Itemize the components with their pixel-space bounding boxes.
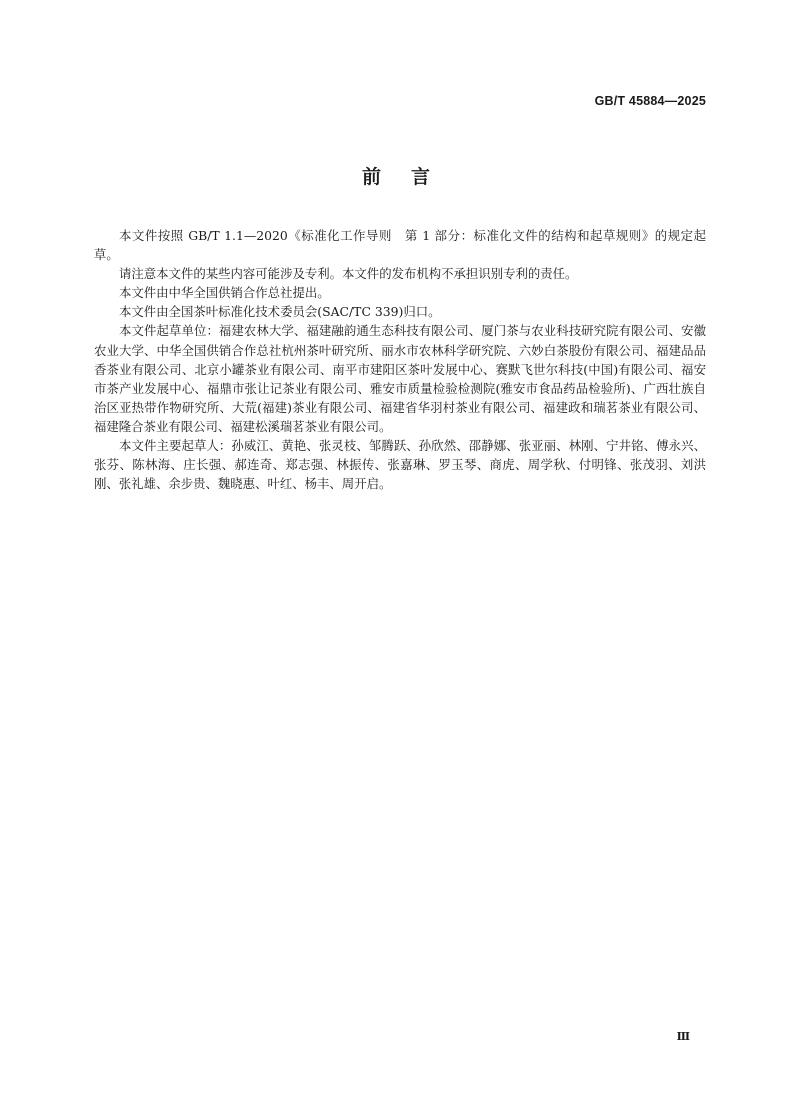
document-code: GB/T 45884—2025: [594, 94, 706, 108]
paragraph-governed-by: 本文件由全国茶叶标准化技术委员会(SAC/TC 339)归口。: [119, 304, 441, 320]
paragraph-drafting-rules: 本文件按照 GB/T 1.1—2020《标准化工作导则 第 1 部分：标准化文件的结构和起草规则》的规定起草。: [94, 228, 706, 263]
paragraph-patent-notice: 请注意本文件的某些内容可能涉及专利。本文件的发布机构不承担识别专利的责任。: [119, 266, 578, 282]
paragraph-proposed-by: 本文件由中华全国供销合作总社提出。: [119, 285, 330, 301]
page-title: 前言: [361, 166, 460, 188]
foreword-body: [94, 226, 706, 493]
page-number: Ⅲ: [676, 1030, 690, 1043]
paragraph-drafters: 本文件主要起草人：孙威江、黄艳、张灵枝、邹腾跃、孙欣然、邵静娜、张亚丽、林刚、宁井铭、傅永兴、张芬、陈林海、庄长强、郝连奇、郑志强、林振传、张嘉琳、罗玉琴、商虎、周学秋、付明锋、张茂羽、刘洪刚、张礼雄、余步贵、魏晓惠、叶红、杨丰、周开启。: [94, 438, 706, 492]
paragraph-drafting-units: 本文件起草单位：福建农林大学、福建融韵通生态科技有限公司、厦门茶与农业科技研究院有限公司、安徽农业大学、中华全国供销合作总社杭州茶叶研究所、丽水市农林科学研究院、六妙白茶股份有限公司、福建品品香茶业有限公司、北京小罐茶业有限公司、南平市建阳区茶叶发展中心、赛默飞世尔科技(中国)有限公司、福安市茶产业发展中心、福鼎市张让记茶业有限公司、雅安市质量检验检测院(雅安市食品药品检验所)、广西壮族自治区亚热带作物研究所、大荒(福建)茶业有限公司、福建省华羽村茶业有限公司、福建政和瑞茗茶业有限公司、福建隆合茶业有限公司、福建松溪瑞茗茶业有限公司。: [94, 323, 706, 434]
